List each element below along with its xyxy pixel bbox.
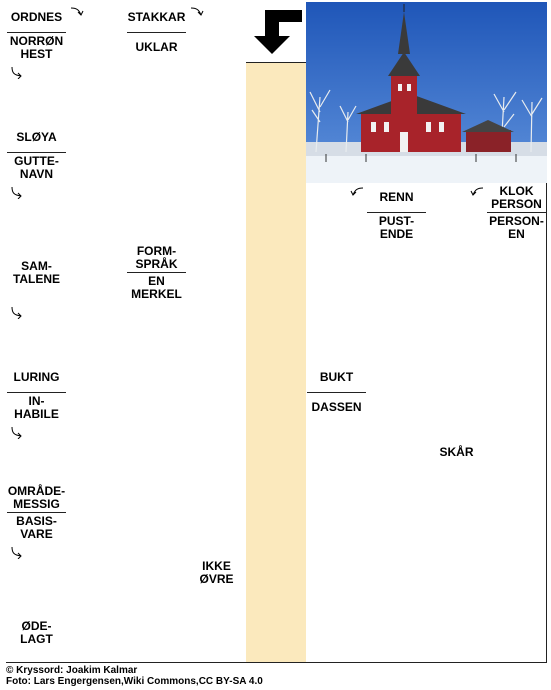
clue-en-merkel: EN MERKEL bbox=[127, 272, 186, 302]
answer-cell[interactable] bbox=[66, 182, 127, 243]
answer-cell[interactable] bbox=[126, 422, 187, 483]
answer-cell[interactable] bbox=[246, 482, 307, 543]
answer-cell[interactable] bbox=[246, 242, 307, 303]
answer-cell[interactable] bbox=[486, 422, 547, 483]
clue-arrow-left-down-icon bbox=[467, 185, 485, 199]
answer-cell[interactable] bbox=[126, 362, 187, 423]
solution-arrow-cell bbox=[246, 2, 307, 63]
clue-odelagt: ØDE- LAGT bbox=[20, 619, 53, 646]
photo-credit-text: Foto: Lars Engergensen,Wiki Commons,CC BY-SA 4.0 bbox=[6, 676, 263, 687]
answer-cell[interactable] bbox=[246, 122, 307, 183]
crossword-grid bbox=[6, 2, 546, 662]
clue-dassen: DASSEN bbox=[307, 392, 366, 422]
clue-stakkar: STAKKAR bbox=[127, 10, 186, 25]
answer-cell[interactable] bbox=[186, 482, 247, 543]
clue-ikke-ovre: IKKE ØVRE bbox=[199, 559, 234, 586]
answer-cell[interactable] bbox=[486, 482, 547, 543]
clue-renn: RENN bbox=[379, 190, 414, 205]
clue-formsprak: FORM- SPRÅK bbox=[135, 244, 178, 271]
answer-cell[interactable] bbox=[366, 482, 427, 543]
answer-cell[interactable] bbox=[426, 362, 487, 423]
answer-cell[interactable] bbox=[66, 602, 127, 663]
clue-sloya: SLØYA bbox=[16, 130, 57, 145]
clue-bukt: BUKT bbox=[319, 370, 354, 385]
clue-luring: LURING bbox=[13, 370, 60, 385]
answer-cell[interactable] bbox=[186, 302, 247, 363]
church-photo bbox=[306, 2, 547, 183]
answer-cell[interactable] bbox=[366, 602, 427, 663]
answer-cell[interactable] bbox=[426, 542, 487, 603]
answer-cell[interactable] bbox=[486, 302, 547, 363]
answer-cell[interactable] bbox=[306, 542, 367, 603]
clue-omrademessig: OMRÅDE- MESSIG bbox=[7, 484, 66, 511]
answer-cell[interactable] bbox=[486, 602, 547, 663]
answer-cell[interactable] bbox=[66, 362, 127, 423]
answer-cell[interactable] bbox=[186, 422, 247, 483]
answer-cell[interactable] bbox=[126, 602, 187, 663]
clue-basisvare: BASIS- VARE bbox=[7, 512, 66, 542]
answer-cell[interactable] bbox=[126, 62, 187, 123]
answer-cell[interactable] bbox=[246, 362, 307, 423]
answer-cell[interactable] bbox=[366, 422, 427, 483]
clue-guttenavn: GUTTE- NAVN bbox=[7, 152, 66, 182]
answer-cell[interactable] bbox=[66, 302, 127, 363]
answer-cell[interactable] bbox=[246, 542, 307, 603]
answer-cell[interactable] bbox=[126, 542, 187, 603]
answer-cell[interactable] bbox=[426, 242, 487, 303]
answer-cell[interactable] bbox=[66, 62, 127, 123]
clue-pustende: PUST- ENDE bbox=[367, 212, 426, 242]
solution-arrow-icon bbox=[246, 2, 306, 62]
answer-cell[interactable] bbox=[486, 242, 547, 303]
answer-cell[interactable] bbox=[426, 602, 487, 663]
credit-text: © Kryssord: Joakim Kalmar bbox=[6, 665, 138, 676]
answer-cell[interactable] bbox=[426, 302, 487, 363]
clue-arrow-left-down-icon bbox=[347, 185, 365, 199]
clue-personen: PERSON- EN bbox=[487, 212, 546, 242]
answer-cell[interactable] bbox=[246, 62, 307, 123]
answer-cell[interactable] bbox=[366, 362, 427, 423]
answer-cell[interactable] bbox=[186, 242, 247, 303]
answer-cell[interactable] bbox=[66, 422, 127, 483]
answer-cell[interactable] bbox=[66, 482, 127, 543]
answer-cell[interactable] bbox=[186, 122, 247, 183]
answer-cell[interactable] bbox=[366, 302, 427, 363]
clue-ordnes: ORDNES bbox=[10, 10, 63, 25]
answer-cell[interactable] bbox=[366, 242, 427, 303]
answer-cell[interactable] bbox=[426, 482, 487, 543]
answer-cell[interactable] bbox=[66, 122, 127, 183]
clue-inhabile: IN- HABILE bbox=[7, 392, 66, 422]
answer-cell[interactable] bbox=[126, 122, 187, 183]
clue-arrow-down-right-icon bbox=[9, 425, 27, 439]
clue-arrow-down-right-icon bbox=[9, 65, 27, 79]
answer-cell[interactable] bbox=[186, 362, 247, 423]
answer-cell[interactable] bbox=[306, 422, 367, 483]
answer-cell[interactable] bbox=[246, 182, 307, 243]
answer-cell[interactable] bbox=[306, 302, 367, 363]
answer-cell[interactable] bbox=[186, 602, 247, 663]
answer-cell[interactable] bbox=[186, 182, 247, 243]
answer-cell[interactable] bbox=[66, 542, 127, 603]
answer-cell[interactable] bbox=[306, 242, 367, 303]
answer-cell[interactable] bbox=[186, 62, 247, 123]
clue-skar: SKÅR bbox=[439, 445, 474, 460]
answer-cell[interactable] bbox=[246, 422, 307, 483]
clue-samtalene: SAM- TALENE bbox=[12, 259, 61, 286]
clue-arrow-down-right-icon bbox=[9, 545, 27, 559]
answer-cell[interactable] bbox=[66, 242, 127, 303]
answer-cell[interactable] bbox=[366, 542, 427, 603]
answer-cell[interactable] bbox=[486, 362, 547, 423]
answer-cell[interactable] bbox=[126, 302, 187, 363]
answer-cell[interactable] bbox=[246, 602, 307, 663]
clue-arrow-right-down-icon bbox=[69, 5, 87, 19]
clue-arrow-down-right-icon bbox=[9, 185, 27, 199]
answer-cell[interactable] bbox=[486, 542, 547, 603]
clue-arrow-right-down-icon bbox=[189, 5, 207, 19]
answer-cell[interactable] bbox=[126, 482, 187, 543]
answer-cell[interactable] bbox=[246, 302, 307, 363]
answer-cell[interactable] bbox=[306, 602, 367, 663]
clue-norron-hest: NORRØN HEST bbox=[7, 32, 66, 62]
clue-klok-person: KLOK PERSON bbox=[491, 184, 542, 211]
answer-cell[interactable] bbox=[306, 482, 367, 543]
clue-uklar: UKLAR bbox=[127, 32, 186, 62]
answer-cell[interactable] bbox=[126, 182, 187, 243]
clue-arrow-down-right-icon bbox=[9, 305, 27, 319]
